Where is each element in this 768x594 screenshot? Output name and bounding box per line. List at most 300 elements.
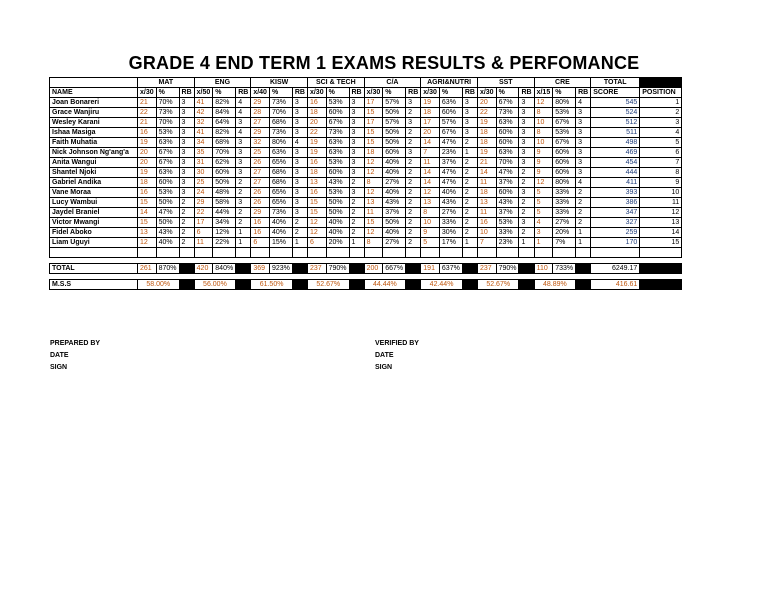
- percent-cell: 60%: [496, 188, 519, 198]
- mark-cell: 12: [534, 98, 553, 108]
- mss-value-cell: 42.44%: [421, 280, 463, 290]
- verified-sign-label: SIGN: [375, 364, 393, 371]
- mark-cell: 19: [307, 138, 326, 148]
- rb-cell: 2: [576, 218, 591, 228]
- rb-cell: 2: [576, 188, 591, 198]
- mark-cell: 25: [194, 178, 213, 188]
- percent-cell: 57%: [439, 118, 462, 128]
- score-cell: 512: [591, 118, 640, 128]
- percent-cell: 40%: [269, 228, 292, 238]
- total-mark-cell: 369: [251, 264, 270, 274]
- percent-cell: 12%: [213, 228, 236, 238]
- mark-cell: 15: [364, 128, 383, 138]
- percent-cell: 53%: [326, 188, 349, 198]
- percent-cell: 44%: [213, 208, 236, 218]
- rb-cell: 2: [462, 228, 477, 238]
- student-name: Fidel Aboko: [50, 228, 138, 238]
- percent-cell: 73%: [326, 128, 349, 138]
- mark-cell: 26: [251, 158, 270, 168]
- mark-cell: 14: [421, 168, 440, 178]
- mark-cell: 35: [194, 148, 213, 158]
- score-cell: 393: [591, 188, 640, 198]
- rb-cell: 3: [236, 148, 251, 158]
- percent-cell: 57%: [383, 98, 406, 108]
- percent-cell: 70%: [269, 108, 292, 118]
- percent-cell: 53%: [156, 128, 179, 138]
- percent-cell: 20%: [553, 228, 576, 238]
- rb-cell: 3: [292, 128, 307, 138]
- rb-cell: 1: [236, 228, 251, 238]
- student-name: Faith Muhatia: [50, 138, 138, 148]
- mss-value-cell: 44.44%: [364, 280, 406, 290]
- score-cell: 545: [591, 98, 640, 108]
- blank-cell: [194, 248, 213, 258]
- mark-cell: 12: [534, 178, 553, 188]
- marks-header: x/30: [477, 88, 496, 98]
- rb-cell: 3: [576, 158, 591, 168]
- marks-header: x/40: [251, 88, 270, 98]
- subject-header-row: [50, 78, 682, 88]
- rb-cell: 3: [462, 98, 477, 108]
- mark-cell: 29: [251, 128, 270, 138]
- black-cell: [576, 280, 591, 290]
- mark-cell: 32: [194, 118, 213, 128]
- mark-cell: 19: [477, 148, 496, 158]
- percent-cell: 67%: [439, 128, 462, 138]
- percent-cell: 53%: [496, 218, 519, 228]
- percent-cell: 67%: [553, 138, 576, 148]
- total-header: TOTAL: [591, 78, 640, 88]
- prepared-by-label: PREPARED BY: [50, 340, 101, 347]
- percent-cell: 60%: [553, 158, 576, 168]
- rb-cell: 3: [349, 148, 364, 158]
- table-row: [50, 188, 682, 198]
- percent-cell: 50%: [383, 218, 406, 228]
- percent-cell: 50%: [383, 108, 406, 118]
- mark-cell: 9: [534, 168, 553, 178]
- mark-cell: 6: [307, 238, 326, 248]
- rb-cell: 4: [236, 98, 251, 108]
- rb-header: RB: [462, 88, 477, 98]
- rb-cell: 4: [576, 98, 591, 108]
- blank-cell: [138, 248, 157, 258]
- rb-cell: 3: [292, 168, 307, 178]
- rb-cell: 2: [292, 228, 307, 238]
- mark-cell: 13: [364, 198, 383, 208]
- rb-cell: 2: [349, 228, 364, 238]
- rb-cell: 3: [179, 118, 194, 128]
- percent-cell: 33%: [496, 228, 519, 238]
- rb-header: RB: [349, 88, 364, 98]
- marks-header: x/30: [364, 88, 383, 98]
- mark-cell: 8: [534, 108, 553, 118]
- subject-header: ENG: [194, 78, 251, 88]
- black-cell: [179, 280, 194, 290]
- percent-cell: 40%: [383, 228, 406, 238]
- mark-cell: 28: [251, 108, 270, 118]
- mark-cell: 17: [364, 98, 383, 108]
- percent-cell: 43%: [496, 198, 519, 208]
- blank-cell: [269, 248, 292, 258]
- mark-cell: 15: [364, 138, 383, 148]
- percent-cell: 15%: [269, 238, 292, 248]
- mark-cell: 19: [307, 148, 326, 158]
- blank-cell: [591, 248, 640, 258]
- score-cell: 511: [591, 128, 640, 138]
- prepared-sign-label: SIGN: [50, 364, 68, 371]
- percent-cell: 50%: [383, 138, 406, 148]
- rb-cell: 3: [292, 208, 307, 218]
- blank-cell: [179, 248, 194, 258]
- mark-cell: 29: [251, 208, 270, 218]
- rb-cell: 2: [406, 138, 421, 148]
- blank-cell: [251, 248, 270, 258]
- mark-cell: 11: [194, 238, 213, 248]
- percent-cell: 70%: [156, 118, 179, 128]
- percent-cell: 84%: [213, 108, 236, 118]
- rb-header: RB: [292, 88, 307, 98]
- score-header: SCORE: [591, 88, 640, 98]
- blank-cell: [553, 248, 576, 258]
- table-row: [50, 128, 682, 138]
- rb-cell: 2: [462, 158, 477, 168]
- percent-cell: 47%: [439, 138, 462, 148]
- percent-cell: 40%: [269, 218, 292, 228]
- position-cell: 11: [640, 198, 682, 208]
- percent-cell: 68%: [269, 118, 292, 128]
- rb-cell: 1: [519, 238, 534, 248]
- blank-cell: [383, 248, 406, 258]
- mark-cell: 5: [534, 198, 553, 208]
- table-row: [50, 178, 682, 188]
- rb-cell: 3: [519, 218, 534, 228]
- percent-cell: 70%: [213, 148, 236, 158]
- empty-row: [50, 248, 682, 258]
- mark-cell: 20: [138, 148, 157, 158]
- percent-cell: 60%: [553, 148, 576, 158]
- black-cell: [519, 264, 534, 274]
- mark-cell: 4: [534, 218, 553, 228]
- mark-cell: 41: [194, 98, 213, 108]
- percent-cell: 80%: [553, 98, 576, 108]
- mark-cell: 12: [364, 228, 383, 238]
- percent-cell: 67%: [326, 118, 349, 128]
- rb-cell: 2: [179, 238, 194, 248]
- score-cell: 411: [591, 178, 640, 188]
- rb-cell: 2: [519, 208, 534, 218]
- rb-cell: 2: [576, 198, 591, 208]
- score-cell: 524: [591, 108, 640, 118]
- subject-header: SCI & TECH: [307, 78, 364, 88]
- percent-header: %: [326, 88, 349, 98]
- mark-cell: 16: [251, 228, 270, 238]
- mark-cell: 8: [421, 208, 440, 218]
- table-row: [50, 228, 682, 238]
- mark-cell: 18: [477, 128, 496, 138]
- mss-value-cell: 58.00%: [138, 280, 180, 290]
- rb-cell: 3: [236, 198, 251, 208]
- percent-cell: 63%: [326, 148, 349, 158]
- mark-cell: 12: [421, 188, 440, 198]
- rb-cell: 2: [576, 208, 591, 218]
- rb-cell: 3: [292, 188, 307, 198]
- rb-cell: 3: [519, 98, 534, 108]
- rb-cell: 2: [406, 208, 421, 218]
- total-mark-cell: 261: [138, 264, 157, 274]
- black-cell: [576, 264, 591, 274]
- student-name: Joan Bonareri: [50, 98, 138, 108]
- blank-cell: [213, 248, 236, 258]
- percent-header: %: [156, 88, 179, 98]
- percent-cell: 73%: [156, 108, 179, 118]
- percent-cell: 60%: [326, 168, 349, 178]
- rb-cell: 3: [292, 118, 307, 128]
- mark-cell: 18: [307, 168, 326, 178]
- rb-cell: 3: [406, 148, 421, 158]
- percent-cell: 63%: [496, 148, 519, 158]
- mark-cell: 10: [477, 228, 496, 238]
- percent-cell: 73%: [496, 108, 519, 118]
- position-cell: 6: [640, 148, 682, 158]
- score-cell: 347: [591, 208, 640, 218]
- mark-cell: 14: [421, 138, 440, 148]
- percent-header: %: [383, 88, 406, 98]
- percent-cell: 62%: [213, 158, 236, 168]
- rb-cell: 3: [519, 138, 534, 148]
- position-cell: 8: [640, 168, 682, 178]
- mss-value-cell: 52.67%: [477, 280, 519, 290]
- percent-cell: 23%: [496, 238, 519, 248]
- rb-cell: 4: [292, 138, 307, 148]
- mss-value-cell: 48.89%: [534, 280, 576, 290]
- subject-header: AGRI&NUTRI: [421, 78, 478, 88]
- percent-cell: 65%: [269, 198, 292, 208]
- percent-cell: 53%: [326, 98, 349, 108]
- position-cell: 2: [640, 108, 682, 118]
- mark-cell: 15: [307, 208, 326, 218]
- rb-cell: 2: [292, 218, 307, 228]
- mark-cell: 7: [421, 148, 440, 158]
- mss-value-cell: 56.00%: [194, 280, 236, 290]
- percent-cell: 43%: [383, 198, 406, 208]
- mark-cell: 15: [364, 218, 383, 228]
- percent-cell: 40%: [383, 168, 406, 178]
- mark-cell: 13: [477, 198, 496, 208]
- blank-cell: [50, 78, 138, 88]
- percent-cell: 37%: [496, 208, 519, 218]
- percent-cell: 53%: [326, 158, 349, 168]
- mark-cell: 12: [364, 188, 383, 198]
- name-header: NAME: [50, 88, 138, 98]
- position-cell: 10: [640, 188, 682, 198]
- rb-cell: 2: [406, 168, 421, 178]
- mark-cell: 14: [421, 178, 440, 188]
- score-cell: 259: [591, 228, 640, 238]
- rb-cell: 2: [519, 168, 534, 178]
- mark-cell: 32: [251, 138, 270, 148]
- mark-cell: 15: [364, 108, 383, 118]
- rb-cell: 2: [519, 198, 534, 208]
- percent-header: %: [439, 88, 462, 98]
- mark-cell: 11: [477, 208, 496, 218]
- rb-cell: 2: [406, 108, 421, 118]
- percent-cell: 82%: [213, 98, 236, 108]
- page-title: GRADE 4 END TERM 1 EXAMS RESULTS & PERFOMANCE: [128, 53, 640, 73]
- rb-cell: 3: [179, 158, 194, 168]
- rb-cell: 3: [236, 118, 251, 128]
- rb-cell: 3: [179, 128, 194, 138]
- rb-cell: 2: [406, 188, 421, 198]
- percent-cell: 73%: [269, 98, 292, 108]
- table-row: [50, 158, 682, 168]
- percent-cell: 67%: [496, 98, 519, 108]
- rb-cell: 1: [576, 238, 591, 248]
- score-cell: 454: [591, 158, 640, 168]
- rb-cell: 3: [292, 98, 307, 108]
- mark-cell: 29: [194, 198, 213, 208]
- total-percent-cell: 637%: [439, 264, 462, 274]
- mark-cell: 41: [194, 128, 213, 138]
- mark-cell: 27: [251, 178, 270, 188]
- percent-cell: 7%: [553, 238, 576, 248]
- blank-cell: [50, 248, 138, 258]
- percent-cell: 63%: [439, 98, 462, 108]
- position-header: POSITION: [640, 88, 682, 98]
- blank-cell: [477, 248, 496, 258]
- mark-cell: 31: [194, 158, 213, 168]
- rb-cell: 3: [179, 148, 194, 158]
- mark-cell: 12: [364, 158, 383, 168]
- percent-cell: 60%: [383, 148, 406, 158]
- percent-cell: 34%: [213, 218, 236, 228]
- percent-cell: 70%: [156, 98, 179, 108]
- rb-cell: 3: [292, 178, 307, 188]
- prepared-by-block: [50, 338, 100, 374]
- mark-cell: 16: [138, 128, 157, 138]
- mark-cell: 19: [421, 98, 440, 108]
- rb-cell: 4: [576, 178, 591, 188]
- mark-cell: 21: [477, 158, 496, 168]
- verified-date-label: DATE: [375, 352, 394, 359]
- rb-cell: 3: [292, 148, 307, 158]
- mark-cell: 6: [251, 238, 270, 248]
- black-cell: [292, 264, 307, 274]
- student-name: Wesley Karani: [50, 118, 138, 128]
- percent-cell: 47%: [496, 168, 519, 178]
- mark-cell: 5: [534, 208, 553, 218]
- mark-cell: 20: [138, 158, 157, 168]
- mark-cell: 16: [477, 218, 496, 228]
- rb-cell: 3: [576, 168, 591, 178]
- percent-cell: 27%: [383, 238, 406, 248]
- mark-cell: 13: [307, 178, 326, 188]
- score-cell: 498: [591, 138, 640, 148]
- position-cell: 3: [640, 118, 682, 128]
- percent-cell: 50%: [326, 198, 349, 208]
- percent-header: %: [553, 88, 576, 98]
- rb-cell: 2: [179, 228, 194, 238]
- rb-cell: 3: [519, 148, 534, 158]
- rb-cell: 2: [236, 208, 251, 218]
- position-cell: 5: [640, 138, 682, 148]
- percent-cell: 70%: [496, 158, 519, 168]
- rb-cell: 3: [236, 138, 251, 148]
- student-name: Nick Johnson Ng'ang'a: [50, 148, 138, 158]
- table-row: [50, 98, 682, 108]
- rb-cell: 1: [349, 238, 364, 248]
- mark-cell: 18: [477, 138, 496, 148]
- rb-cell: 3: [292, 108, 307, 118]
- percent-cell: 43%: [326, 178, 349, 188]
- rb-cell: 3: [349, 138, 364, 148]
- mark-cell: 18: [477, 188, 496, 198]
- rb-cell: 2: [236, 218, 251, 228]
- rb-cell: 1: [236, 238, 251, 248]
- total-mark-cell: 200: [364, 264, 383, 274]
- percent-cell: 40%: [383, 188, 406, 198]
- percent-cell: 27%: [553, 218, 576, 228]
- rb-cell: 3: [349, 188, 364, 198]
- mark-cell: 27: [251, 168, 270, 178]
- mark-cell: 16: [307, 98, 326, 108]
- student-name: Vane Moraa: [50, 188, 138, 198]
- mark-cell: 42: [194, 108, 213, 118]
- percent-cell: 68%: [269, 168, 292, 178]
- rb-cell: 3: [406, 118, 421, 128]
- percent-cell: 67%: [553, 118, 576, 128]
- rb-cell: 3: [462, 118, 477, 128]
- percent-cell: 53%: [553, 108, 576, 118]
- mark-cell: 16: [138, 188, 157, 198]
- mark-cell: 19: [138, 168, 157, 178]
- table-row: [50, 238, 682, 248]
- mark-cell: 11: [421, 158, 440, 168]
- mark-cell: 12: [364, 168, 383, 178]
- mark-cell: 12: [307, 218, 326, 228]
- black-cell: [406, 280, 421, 290]
- marks-header: x/50: [194, 88, 213, 98]
- rb-cell: 2: [236, 178, 251, 188]
- rb-cell: 3: [179, 188, 194, 198]
- black-cell: [236, 280, 251, 290]
- blank-cell: [534, 248, 553, 258]
- rb-cell: 2: [349, 198, 364, 208]
- rb-cell: 2: [406, 198, 421, 208]
- rb-cell: 3: [519, 128, 534, 138]
- percent-cell: 33%: [439, 218, 462, 228]
- percent-cell: 63%: [156, 138, 179, 148]
- rb-cell: 1: [462, 238, 477, 248]
- rb-cell: 3: [519, 158, 534, 168]
- percent-cell: 67%: [156, 148, 179, 158]
- rb-cell: 2: [406, 218, 421, 228]
- score-cell: 327: [591, 218, 640, 228]
- mark-cell: 9: [421, 228, 440, 238]
- table-row: [50, 138, 682, 148]
- mark-cell: 14: [138, 208, 157, 218]
- mark-cell: 9: [534, 158, 553, 168]
- blank-cell: [439, 248, 462, 258]
- mark-cell: 12: [307, 228, 326, 238]
- percent-cell: 64%: [213, 118, 236, 128]
- total-mark-cell: 237: [477, 264, 496, 274]
- percent-cell: 60%: [326, 108, 349, 118]
- blank-cell: [406, 248, 421, 258]
- percent-cell: 50%: [213, 178, 236, 188]
- rb-cell: 3: [349, 98, 364, 108]
- percent-cell: 63%: [269, 148, 292, 158]
- mark-cell: 10: [534, 138, 553, 148]
